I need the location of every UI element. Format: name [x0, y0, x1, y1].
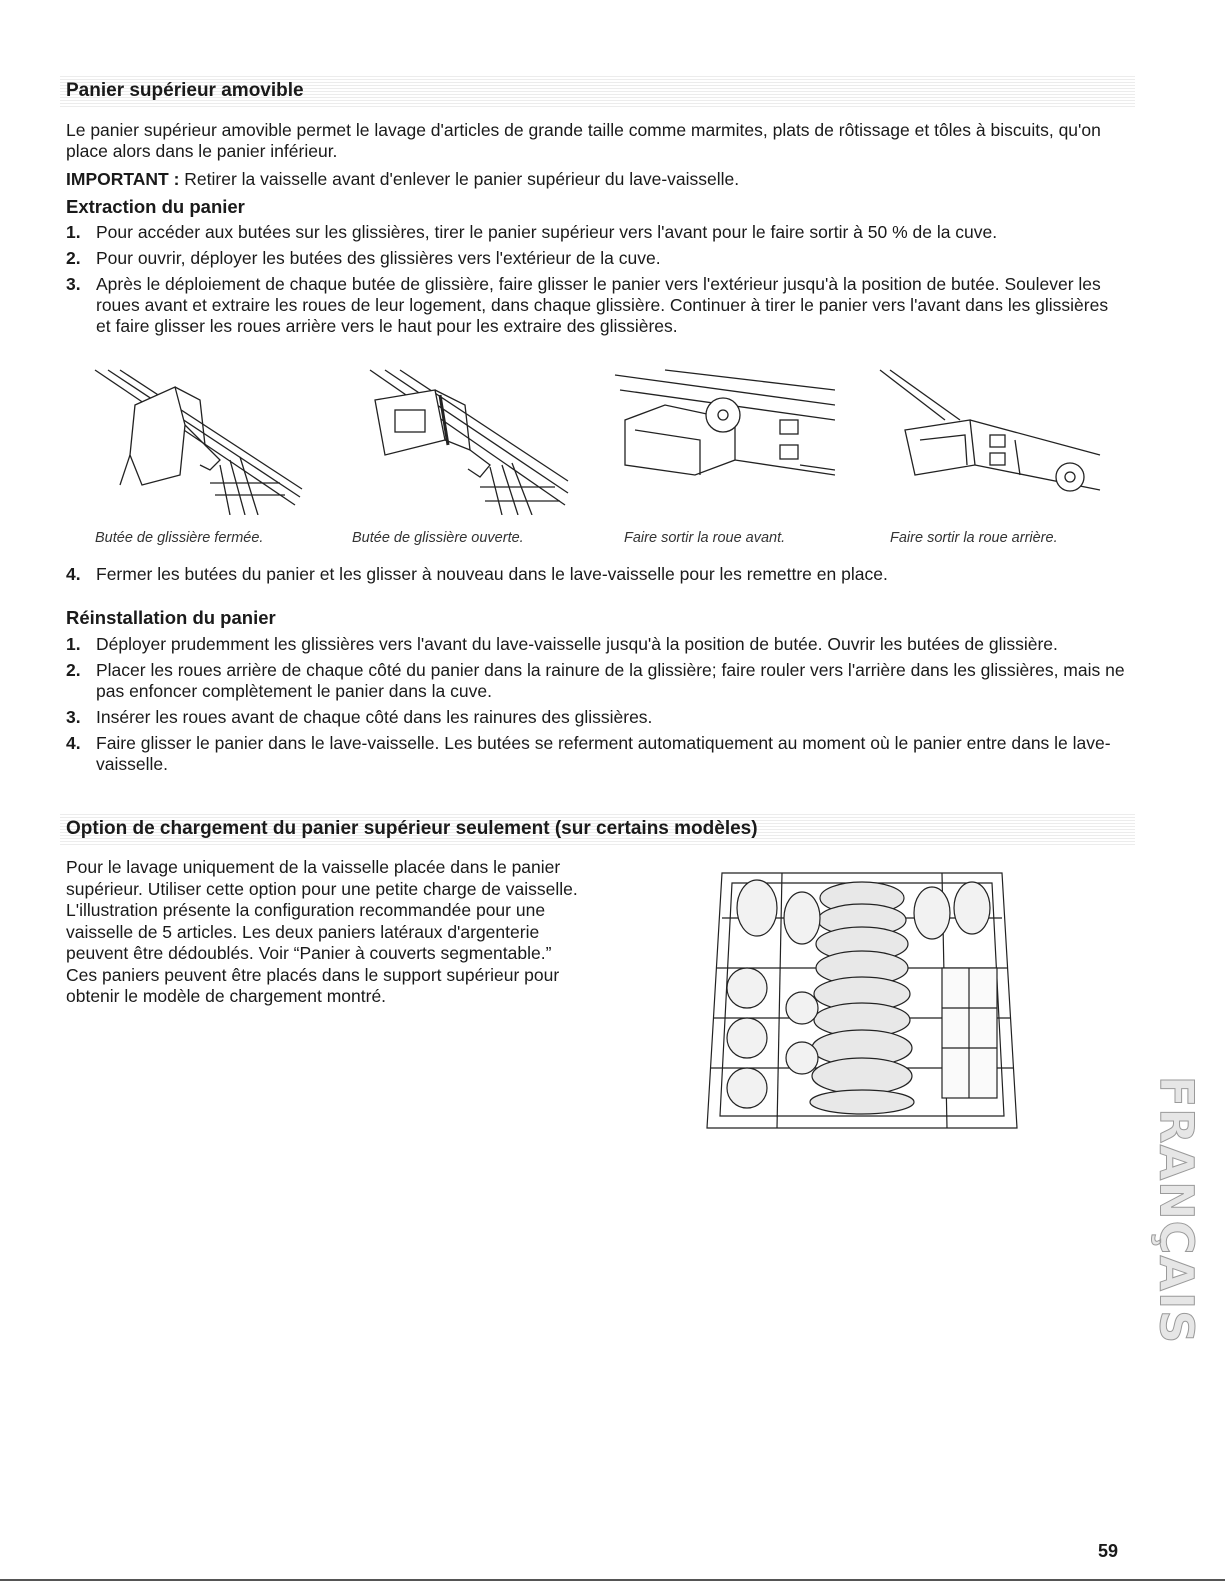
figure-front-wheel [605, 365, 835, 515]
caption-rear-wheel: Faire sortir la roue arrière. [890, 530, 1058, 546]
section-header-option-chargement [60, 813, 1135, 847]
reinstall-heading: Réinstallation du panier [66, 607, 276, 628]
extraction-heading: Extraction du panier [66, 196, 245, 217]
caption-stop-closed: Butée de glissière fermée. [95, 530, 264, 546]
figure-rear-wheel [875, 365, 1105, 515]
figure-stop-closed [80, 365, 310, 515]
list-item: 3. Insérer les roues avant de chaque côté dans les rainures des glissières. [66, 707, 653, 727]
list-item: 3. Après le déploiement de chaque butée de glissière, faire glisser le panier vers l'extérieur jusqu'à la position de butée. Soulever les roues avant et extraire les roues de leur logement, dans chaque glissière. Continuer à tirer le panier vers l'avant dans les glissières et faire glisser les roues arrière vers le haut pour les extraire des glissières. [66, 274, 1109, 336]
language-tab [1149, 1075, 1204, 1345]
bottom-rule [0, 1579, 1225, 1581]
list-item: 2. Pour ouvrir, déployer les butées des glissières vers l'extérieur de la cuve. [66, 248, 661, 268]
list-item: 1. Déployer prudemment les glissières vers l'avant du lave-vaisselle jusqu'à la position de butée. Ouvrir les butées de glissière. [66, 634, 1058, 654]
list-item: 4. Fermer les butées du panier et les glisser à nouveau dans le lave-vaisselle pour les remettre en place. [66, 564, 888, 584]
list-item: 4. Faire glisser le panier dans le lave-vaisselle. Les butées se referment automatiquement au moment où le panier entre dans le lave-vaisselle. [66, 733, 1111, 774]
section-header-panier-amovible [60, 75, 1135, 109]
important-label: IMPORTANT : [66, 169, 180, 189]
important-text: Retirer la vaisselle avant d'enlever le panier supérieur du lave-vaisselle. [179, 169, 740, 189]
reinstall-steps [66, 634, 1126, 780]
figure-stop-open [340, 365, 570, 515]
option-paragraph: Pour le lavage uniquement de la vaisselle placée dans le panier supérieur. Utiliser cette option pour une petite charge de vaisselle. L'illustration présente la configuration recommandée pour une vaisselle de 5 articles. Les deux paniers latéraux d'argenterie peuvent être dédoublés. Voir “Panier à couverts segmentable.” Ces paniers peuvent être placés dans le support supérieur pour obtenir le modèle de chargement montré. [66, 857, 578, 1006]
language-tab-label: FRANÇAIS [1149, 1075, 1204, 1345]
list-item: 2. Placer les roues arrière de chaque côté du panier dans la rainure de la glissière; faire rouler vers l'arrière dans les glissières, mais ne pas enfoncer complètement le panier dans la cuve. [66, 660, 1125, 701]
caption-stop-open: Butée de glissière ouverte. [352, 530, 524, 546]
page-number: 59 [1098, 1541, 1119, 1561]
upper-rack-illustration [702, 858, 1022, 1148]
section-title: Option de chargement du panier supérieur seulement (sur certains modèles) [66, 818, 758, 839]
section-title: Panier supérieur amovible [66, 80, 304, 101]
caption-front-wheel: Faire sortir la roue avant. [624, 530, 786, 546]
intro-paragraph: Le panier supérieur amovible permet le lavage d'articles de grande taille comme marmites, plats de rôtissage et tôles à biscuits, qu'on place alors dans le panier inférieur. [66, 120, 1101, 161]
extraction-step-4 [66, 564, 1126, 590]
list-item: 1. Pour accéder aux butées sur les glissières, tirer le panier supérieur vers l'avant pour le faire sortir à 50 % de la cuve. [66, 222, 998, 242]
important-note [66, 169, 1126, 190]
extraction-steps [66, 222, 1126, 342]
